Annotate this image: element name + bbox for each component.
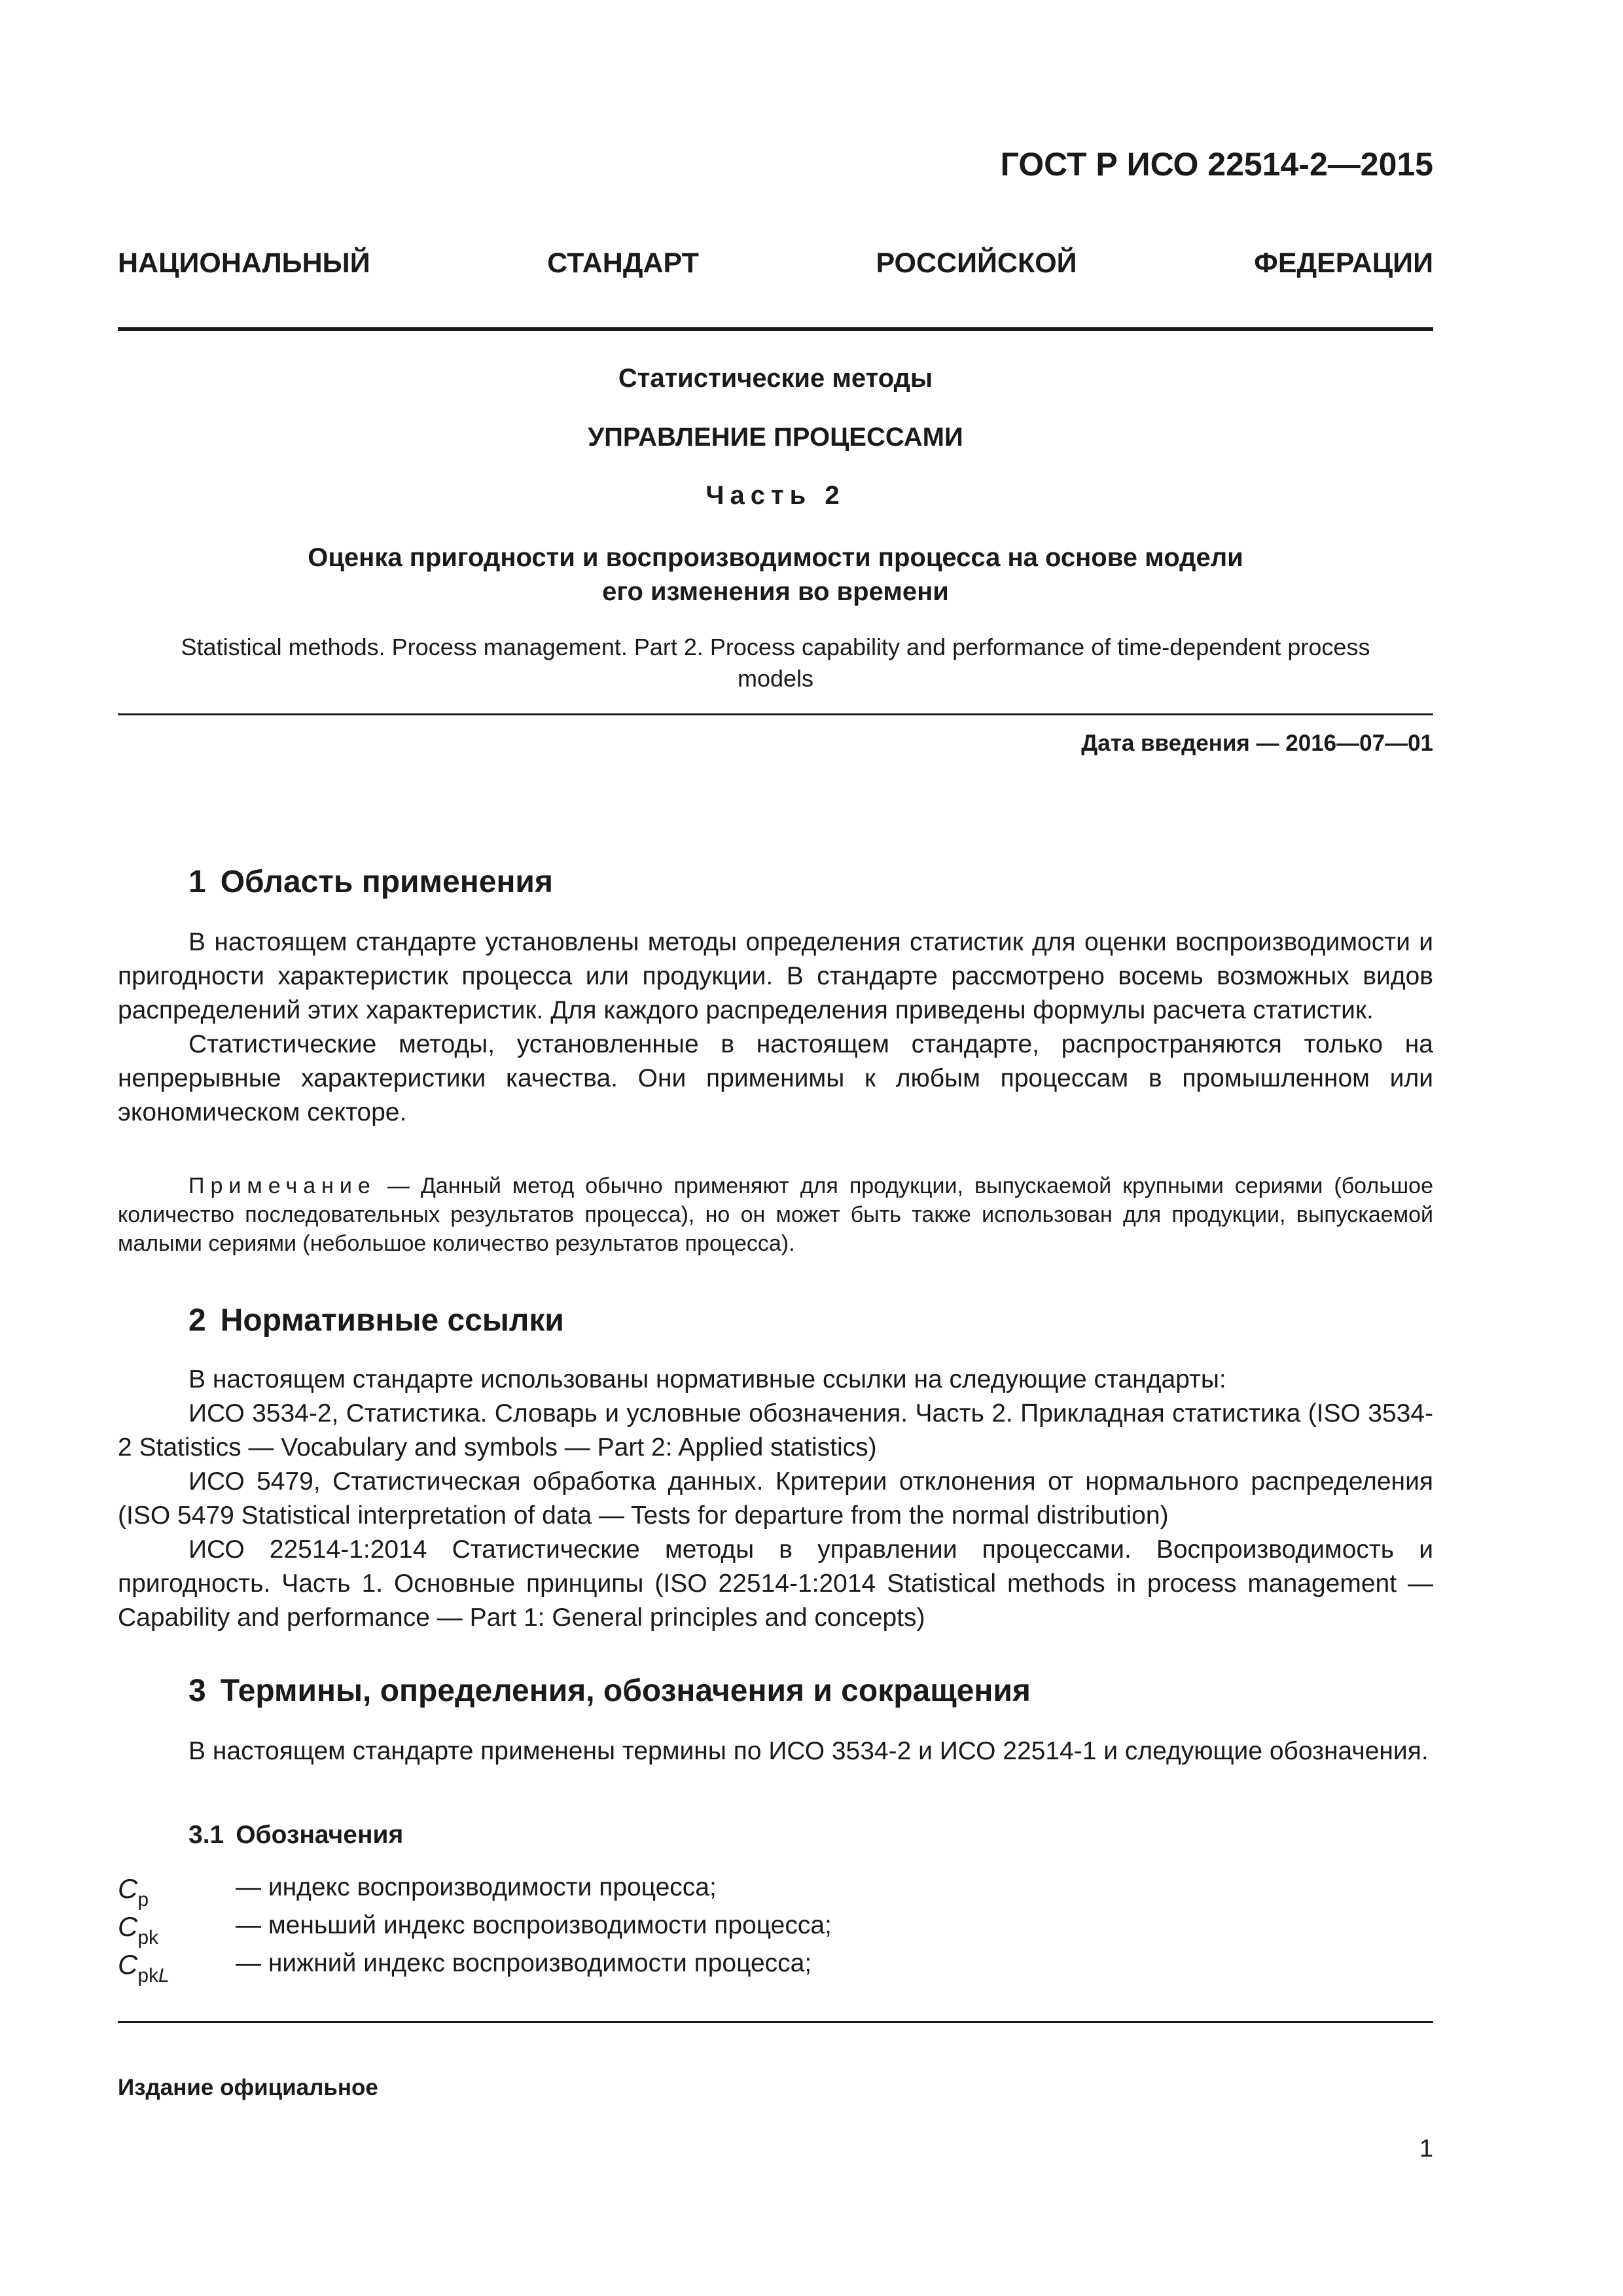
section-1-note — [118, 1172, 1433, 1258]
symbol-cpk: $C_{pk}$ — [118, 1911, 159, 1948]
english-title-1: Statistical methods. Process management. Part 2. Process capability and performance of time-dependent process — [181, 634, 1370, 660]
symbol-cpkl: $C_{pkL}$ — [118, 1949, 169, 1986]
title-part: Часть 2 — [705, 481, 846, 510]
section-3-number: 3 — [188, 1674, 206, 1708]
section-1-body — [118, 925, 1433, 1130]
section-1-heading — [188, 864, 553, 900]
subsection-3-1-title: Обозначения — [236, 1821, 404, 1849]
subsection-3-1-number: 3.1 — [188, 1821, 224, 1849]
section-2-heading — [188, 1302, 564, 1338]
edition-label: Издание официальное — [118, 2075, 378, 2100]
note-label: Примечание — [188, 1174, 376, 1198]
english-title-2: models — [737, 665, 814, 692]
symbol-cp-definition: — индекс воспроизводимости процесса; — [236, 1873, 717, 1901]
reference-iso-22514-1: ИСО 22514-1:2014 Статистические методы в управлении процессами. Воспроизводимость и пригодность. Часть 1. Основные принципы (ISO 22514-1:2014 Statistical methods in process management — Capability and performance — Part 1: General principles and concepts) — [118, 1535, 1433, 1632]
reference-iso-5479: ИСО 5479, Статистическая обработка данных. Критерии отклонения от нормального распределения (ISO 5479 Statistical interpretation of data — Tests for departure from the normal distribution) — [118, 1467, 1433, 1530]
note-text: — Данный метод обычно применяют для продукции, выпускаемой крупными сериями (большое количество последовательных результатов процесса), но он может быть также использован для продукции, выпускаемой малыми сериями (небольшое количество результатов процесса). — [118, 1174, 1433, 1256]
symbol-cpk-definition: — меньший индекс воспроизводимости процесса; — [236, 1911, 832, 1939]
section-2-body — [118, 1363, 1433, 1635]
section-3-title: Термины, определения, обозначения и сокращения — [220, 1674, 1031, 1708]
section-1-number: 1 — [188, 865, 206, 899]
russian-title-2: его изменения во времени — [602, 577, 949, 606]
symbol-cp: $C_p$ — [118, 1873, 149, 1910]
footer-rule — [118, 2021, 1433, 2023]
section-2-intro: В настоящем стандарте использованы нормативные ссылки на следующие стандарты: — [188, 1365, 1226, 1393]
standard-code: ГОСТ Р ИСО 22514-2—2015 — [1000, 146, 1433, 183]
section-1-title: Область применения — [220, 865, 553, 899]
section-3-body — [118, 1734, 1433, 1768]
section-2-title: Нормативные ссылки — [220, 1303, 564, 1338]
section-3-intro: В настоящем стандарте применены термины по ИСО 3534-2 и ИСО 22514-1 и следующие обозначения. — [188, 1737, 1429, 1765]
national-standard-banner: НАЦИОНАЛЬНЫЙ СТАНДАРТ РОССИЙСКОЙ ФЕДЕРАЦИИ — [118, 247, 1433, 279]
russian-title-1: Оценка пригодности и воспроизводимости процесса на основе модели — [308, 543, 1243, 572]
subsection-3-1-heading — [188, 1821, 403, 1850]
section-1-paragraph-1: В настоящем стандарте установлены методы определения статистик для оценки воспроизводимости и пригодности характеристик процесса или продукции. В стандарте рассмотрено восемь возможных видов распределений этих характеристик. Для каждого распределения приведены формулы расчета статистик. — [118, 928, 1433, 1024]
section-3-heading — [188, 1673, 1031, 1709]
header-rule — [118, 327, 1433, 331]
symbol-cpkl-definition: — нижний индекс воспроизводимости процесса; — [236, 1949, 812, 1977]
title-rule — [118, 713, 1433, 715]
reference-iso-3534-2: ИСО 3534-2, Статистика. Словарь и условные обозначения. Часть 2. Прикладная статистика (ISO 3534-2 Statistics — Vocabulary and symbols — Part 2: Applied statistics) — [118, 1399, 1433, 1462]
page-number: 1 — [1419, 2135, 1433, 2162]
section-2-number: 2 — [188, 1303, 206, 1338]
section-1-paragraph-2: Статистические методы, установленные в настоящем стандарте, распространяются только на непрерывные характеристики качества. Они применимы к любым процессам в промышленном или экономическом секторе. — [118, 1030, 1433, 1126]
title-line-2: УПРАВЛЕНИЕ ПРОЦЕССАМИ — [588, 423, 963, 452]
introduction-date: Дата введения — 2016—07—01 — [1081, 730, 1433, 756]
title-line-1: Статистические методы — [618, 364, 933, 393]
